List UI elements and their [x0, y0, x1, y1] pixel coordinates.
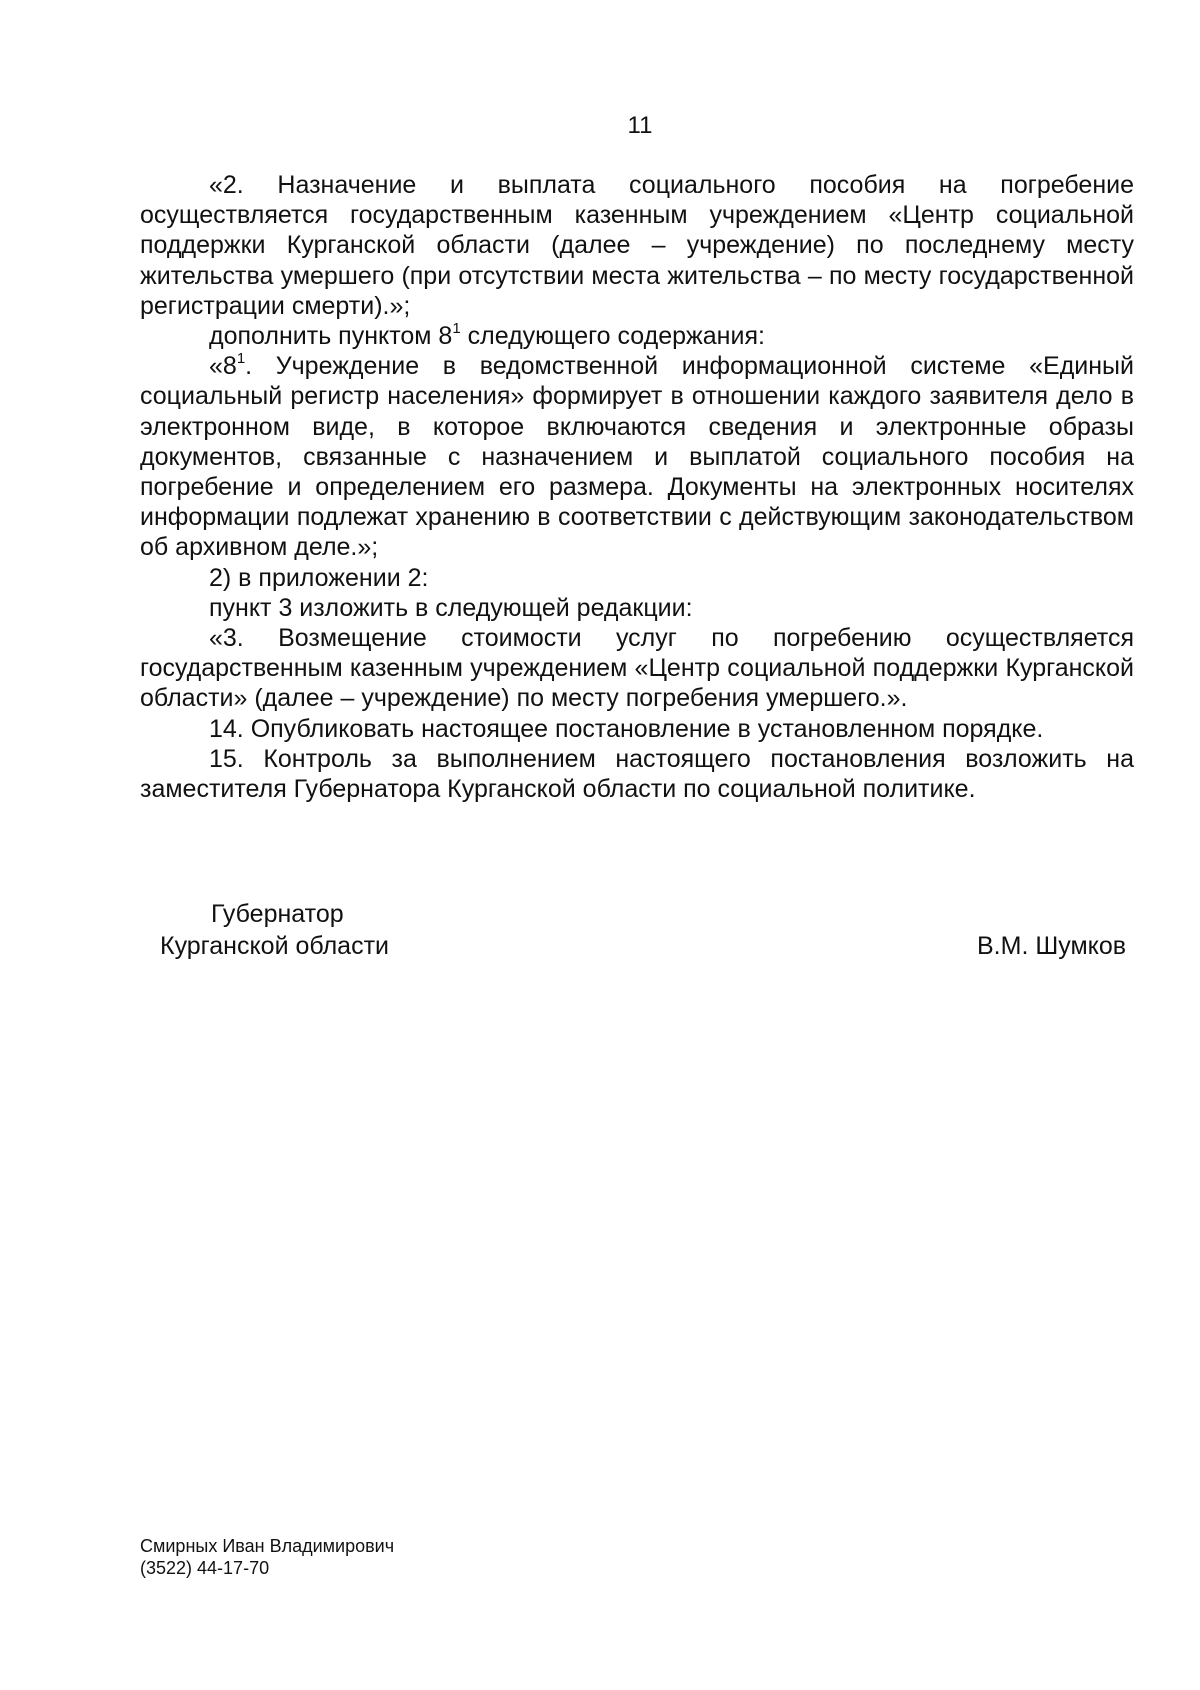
- signatory-title-line2: Курганской области: [160, 932, 390, 960]
- paragraph-7: 14. Опубликовать настоящее постановление в установленном порядке.: [209, 714, 1044, 743]
- superscript: 1: [452, 319, 461, 337]
- document-body: [140, 170, 1134, 804]
- superscript: 1: [236, 349, 246, 367]
- paragraph-3: «$8^1$. Учреждение в ведомственной информационной системе «Единый социальный регистр населения» формирует в отношении каждого заявителя дело в электронном виде, в которое включаются сведения и электронные образы документов, связанные с назначением и выплатой социального пособия на погребение и определением его размера. Документы на электронных носителях информации подлежат хранению в соответствии с действующим законодательством об архивном деле.»;: [140, 349, 1134, 562]
- paragraph-6: «3. Возмещение стоимости услуг по погребению осуществляется государственным казенным учреждением «Центр социальной поддержки Курганской области» (далее – учреждение) по месту погребения умершего.».: [140, 624, 1134, 713]
- paragraph-2: дополнить пунктом $8^1$ следующего содержания:: [209, 319, 765, 351]
- paragraph-8: 15. Контроль за выполнением настоящего постановления возложить на заместителя Губернатора Курганской области по социальной политике.: [140, 744, 1134, 804]
- paragraph-5: пункт 3 изложить в следующей редакции:: [209, 593, 693, 622]
- paragraph-4: 2) в приложении 2:: [209, 563, 429, 592]
- paragraph-1: «2. Назначение и выплата социального пособия на погребение осуществляется государственным казенным учреждением «Центр социальной поддержки Курганской области (далее – учреждение) по последнему месту жительства умершего (при отсутствии места жительства – по месту государственной регистрации смерти).»;: [140, 171, 1134, 320]
- executor-block: [140, 1535, 394, 1579]
- executor-phone: (3522) 44-17-70: [140, 1558, 270, 1578]
- executor-name: Смирных Иван Владимирович: [140, 1536, 395, 1556]
- signatory-name: В.М. Шумков: [977, 932, 1127, 960]
- signatory-title-line1: Губернатор: [211, 900, 344, 928]
- signatory-title: [160, 898, 420, 962]
- page-number: 11: [627, 112, 653, 139]
